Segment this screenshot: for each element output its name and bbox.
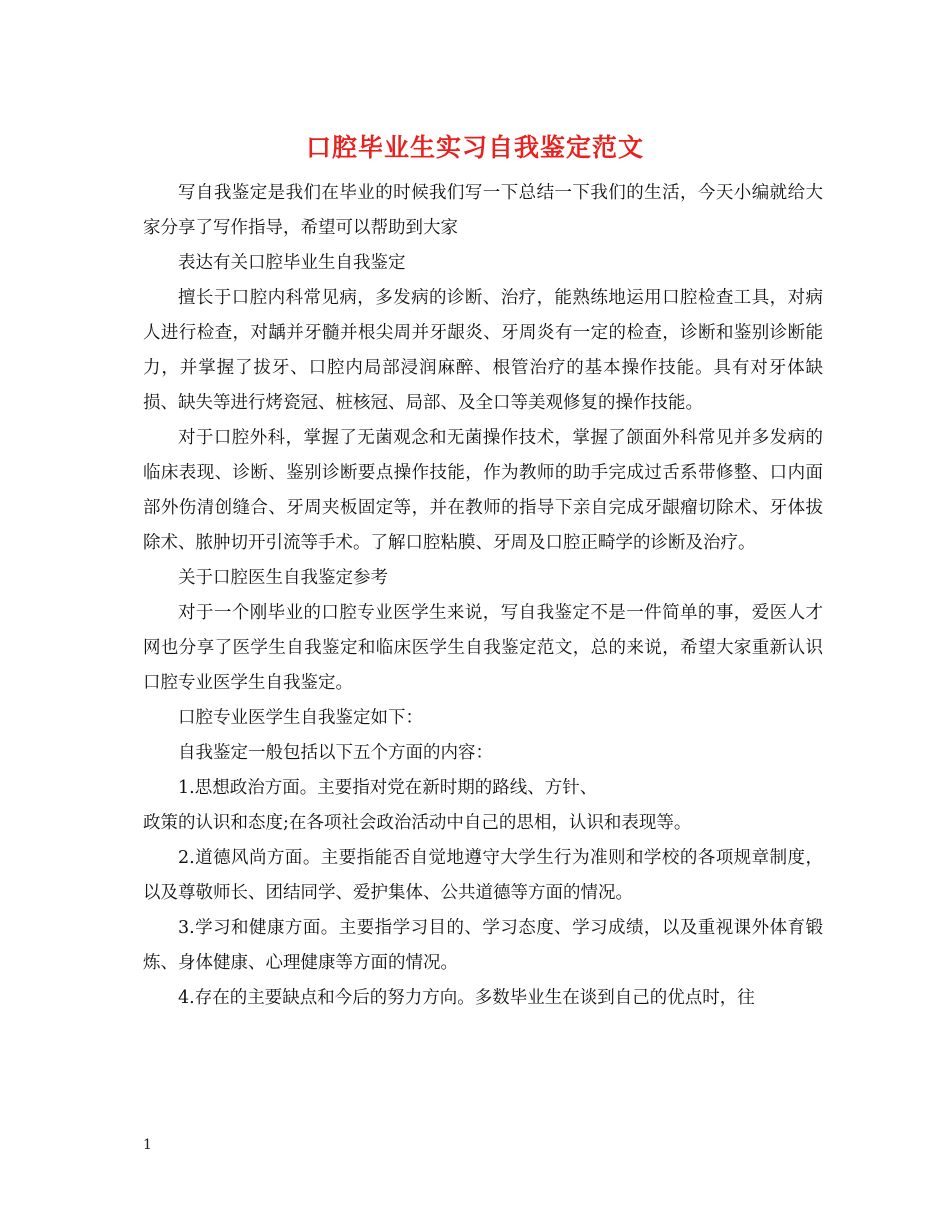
- paragraph-self-assessment-intro: 口腔专业医学生自我鉴定如下：: [178, 708, 423, 728]
- page-number: 1: [143, 1137, 152, 1153]
- paragraph-heading-expression: 表达有关口腔毕业生自我鉴定: [178, 253, 406, 273]
- paragraph-intro: 写自我鉴定是我们在毕业的时候我们写一下总结一下我们的生活，今天小编就给大家分享了写作指导，希望可以帮助到大家: [143, 183, 823, 238]
- paragraph-oral-surgery: 对于口腔外科，掌握了无菌观念和无菌操作技术，掌握了颌面外科常见并多发病的临床表现、诊断、鉴别诊断要点操作技能，作为教师的助手完成过舌系带修整、口内面部外伤清创缝合、牙周夹板固定等，并在教师的指导下亲自完成牙龈瘤切除术、牙体拔除术、脓肿切开引流等手术。了解口腔粘膜、牙周及口腔正畸学的诊断及治疗。: [143, 428, 823, 553]
- paragraph-graduate-note: 对于一个刚毕业的口腔专业医学生来说，写自我鉴定不是一件简单的事，爱医人才网也分享了医学生自我鉴定和临床医学生自我鉴定范文，总的来说，希望大家重新认识口腔专业医学生自我鉴定。: [143, 603, 823, 693]
- paragraph-item-2: 2.道德风尚方面。主要指能否自觉地遵守大学生行为准则和学校的各项规章制度，以及尊敬师长、团结同学、爱护集体、公共道德等方面的情况。: [143, 848, 823, 903]
- paragraph-item-1: 1.思想政治方面。主要指对党在新时期的路线、方针、: [178, 778, 598, 798]
- document-body: [143, 176, 823, 1016]
- paragraph-item-3: 3.学习和健康方面。主要指学习目的、学习态度、学习成绩，以及重视课外体育锻炼、身体健康、心理健康等方面的情况。: [143, 918, 823, 973]
- paragraph-internal-medicine: 擅长于口腔内科常见病，多发病的诊断、治疗，能熟练地运用口腔检查工具，对病人进行检查，对龋并牙髓并根尖周并牙龈炎、牙周炎有一定的检查，诊断和鉴别诊断能力，并掌握了拔牙、口腔内局部浸润麻醉、根管治疗的基本操作技能。具有对牙体缺损、缺失等进行烤瓷冠、桩核冠、局部、及全口等美观修复的操作技能。: [143, 288, 823, 413]
- paragraph-five-aspects: 自我鉴定一般包括以下五个方面的内容：: [178, 743, 493, 763]
- paragraph-heading-reference: 关于口腔医生自我鉴定参考: [178, 568, 388, 588]
- paragraph-item-4: 4.存在的主要缺点和今后的努力方向。多数毕业生在谈到自己的优点时，往: [178, 988, 755, 1008]
- paragraph-item-1-continued: 政策的认识和态度;在各项社会政治活动中自己的思相，认识和表现等。: [143, 813, 692, 833]
- document-title: 口腔毕业生实习自我鉴定范文: [305, 133, 644, 162]
